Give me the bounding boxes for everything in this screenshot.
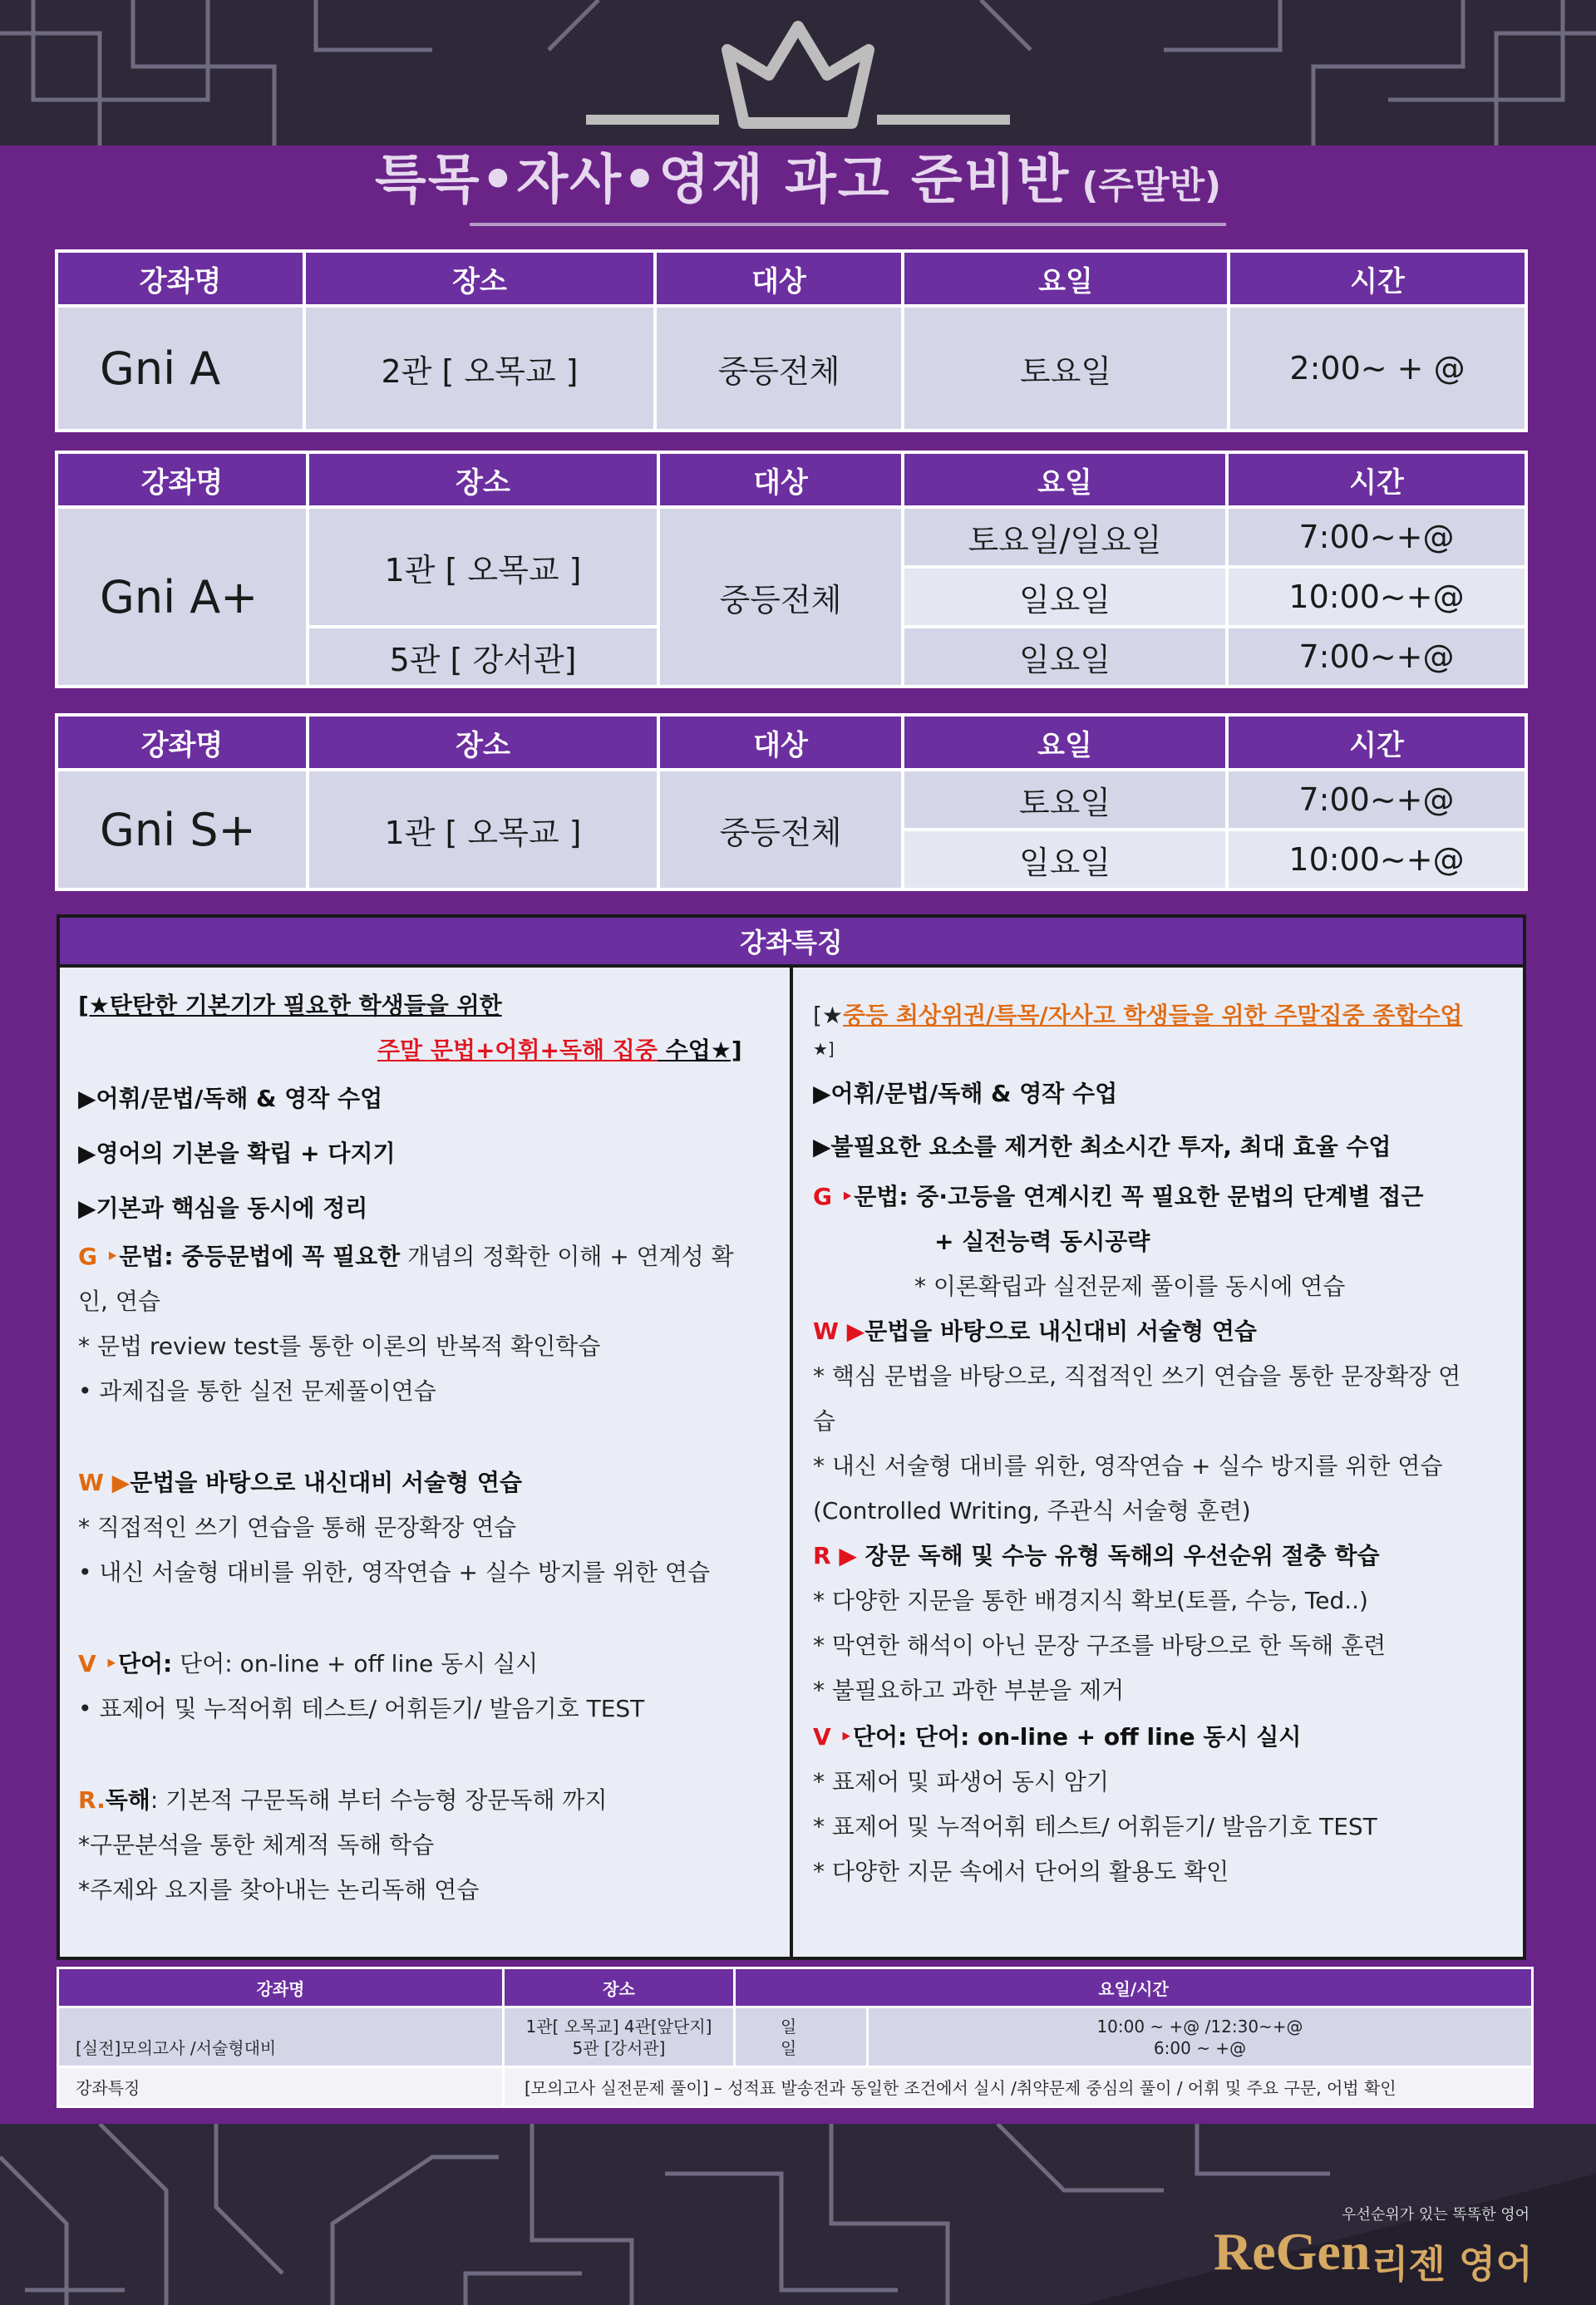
header-time: 시간: [1229, 251, 1526, 306]
left-vocab-line: V ‣단어: 단어: on-line + off line 동시 실시: [78, 1650, 539, 1677]
course-name: Gni S+: [57, 770, 308, 889]
header-time: 시간: [1227, 715, 1526, 770]
header-course: 강좌명: [57, 251, 304, 306]
header-day: 요일: [903, 251, 1229, 306]
right-writing-note-2: * 내신 서술형 대비를 위한, 영작연습 + 실수 방지를 위한 연습: [813, 1452, 1443, 1480]
time-cell: 10:00~+@: [1227, 830, 1526, 889]
right-intro-line: [★중등 최상위권/특목/자사고 학생들을 위한 주말집중 종합수업: [813, 1002, 1463, 1029]
mock-time-cell: [868, 2007, 1533, 2067]
left-intro-line2: 주말 문법+어휘+독해 집중 수업★]: [377, 1037, 742, 1064]
header-course: 강좌명: [57, 452, 308, 507]
right-vocab-note-3: * 다양한 지문 속에서 단어의 활용도 확인: [813, 1858, 1229, 1885]
mock-time-1: 10:00 ~ +@ /12:30~+@: [1096, 2016, 1303, 2037]
left-vocab-note-1: • 표제어 및 누적어휘 테스트/ 어휘듣기/ 발음기호 TEST: [78, 1695, 645, 1722]
left-reading-note-2: *주제와 요지를 찾아내는 논리독해 연습: [78, 1876, 480, 1904]
logo-korean: 리젠 영어: [1372, 2242, 1533, 2287]
crown-icon: [582, 17, 1014, 133]
header-place: 장소: [308, 452, 658, 507]
right-vocab-note-1: * 표제어 및 파생어 동시 암기: [813, 1768, 1110, 1795]
mock-header-course: 강좌명: [58, 1968, 504, 2007]
header-background: [0, 0, 1596, 145]
right-writing-note-1: * 핵심 문법을 바탕으로, 직접적인 쓰기 연습을 통한 문장확장 연: [813, 1362, 1461, 1390]
header-target: 대상: [655, 251, 903, 306]
mock-day-1: 일: [781, 2016, 797, 2037]
target-cell: 중등전체: [655, 306, 903, 431]
day-cell: 일요일: [903, 830, 1227, 889]
right-writing-line: W ▶문법을 바탕으로 내신대비 서술형 연습: [813, 1317, 1257, 1345]
mock-place-1: 1관[ 오목교] 4관[앞단지]: [525, 2016, 712, 2037]
title-sub: (주말반): [1081, 165, 1222, 207]
time-cell: 7:00~+@: [1227, 770, 1526, 830]
mock-header-place: 장소: [504, 1968, 735, 2007]
schedule-table-gni-a: [55, 249, 1528, 432]
right-reading-note-2: * 막연한 해석이 아닌 문장 구조를 바탕으로 한 독해 훈련: [813, 1632, 1387, 1659]
brand-logo: [1205, 2203, 1554, 2294]
place-cell: 1관 [ 오목교 ]: [308, 507, 658, 627]
schedule-table-gni-a-plus: [55, 451, 1528, 688]
right-reading-note-1: * 다양한 지문을 통한 배경지식 확보(토플, 수능, Ted..): [813, 1587, 1368, 1614]
left-grammar-note-1: * 문법 review test를 통한 이론의 반복적 확인학습: [78, 1332, 601, 1360]
day-cell: 일요일: [903, 567, 1227, 627]
header-target: 대상: [658, 452, 903, 507]
header-target: 대상: [658, 715, 903, 770]
mock-day-2: 일: [781, 2037, 797, 2058]
left-reading-note-1: *구문분석을 통한 체계적 독해 학습: [78, 1831, 435, 1859]
mock-time-2: 6:00 ~ +@: [1153, 2037, 1247, 2058]
left-grammar-cont: 인, 연습: [78, 1288, 160, 1315]
left-bullet-2: ▶영어의 기본을 확립 + 다지기: [78, 1140, 396, 1167]
right-bullet-1: ▶어휘/문법/독해 & 영작 수업: [813, 1080, 1118, 1107]
logo-brand: ReGen: [1214, 2222, 1371, 2281]
header-time: 시간: [1227, 452, 1526, 507]
right-reading-line: R ▶ 장문 독해 및 수능 유형 독해의 우선순위 절충 학습: [813, 1542, 1380, 1569]
mock-course-name: [실전]모의고사 /서술형대비: [58, 2007, 504, 2067]
mock-header-time: 요일/시간: [735, 1968, 1533, 2007]
day-cell: 토요일/일요일: [903, 507, 1227, 567]
right-reading-note-3: * 불필요하고 과한 부분을 제거: [813, 1677, 1125, 1704]
left-reading-line: R.독해: 기본적 구문독해 부터 수능형 장문독해 까지: [78, 1786, 608, 1814]
footer-background: [0, 2124, 1596, 2305]
time-cell: 7:00~+@: [1227, 507, 1526, 567]
left-writing-note-1: * 직접적인 쓰기 연습을 통해 문장확장 연습: [78, 1514, 517, 1541]
time-cell: 10:00~+@: [1227, 567, 1526, 627]
right-grammar-note-1: * 이론확립과 실전문제 풀이를 동시에 연습: [914, 1273, 1346, 1300]
left-grammar-line: G ‣문법: 중등문법에 꼭 필요한 개념의 정확한 이해 + 연계성 확: [78, 1243, 734, 1270]
place-cell: 1관 [ 오목교 ]: [308, 770, 658, 889]
header-day: 요일: [903, 452, 1227, 507]
mock-feature-text: [모의고사 실전문제 풀이] – 성적표 발송전과 동일한 조건에서 실시 /취약문제 중심의 풀이 / 어휘 및 주요 구문, 어법 확인: [504, 2067, 1533, 2107]
mock-day-cell: [735, 2007, 868, 2067]
right-grammar-line: G ‣문법: 중·고등을 연계시킨 꼭 필요한 문법의 단계별 접근: [813, 1183, 1424, 1210]
left-writing-line: W ▶문법을 바탕으로 내신대비 서술형 연습: [78, 1469, 522, 1496]
right-vocab-note-2: * 표제어 및 누적어휘 테스트/ 어휘듣기/ 발음기호 TEST: [813, 1813, 1377, 1840]
features-divider: [790, 968, 793, 1960]
course-name: Gni A+: [57, 507, 308, 687]
place-cell: 2관 [ 오목교 ]: [304, 306, 655, 431]
page-title: [0, 137, 1596, 212]
schedule-table-gni-s-plus: [55, 713, 1528, 891]
day-cell: 일요일: [903, 627, 1227, 687]
left-intro-line1: [★탄탄한 기본기가 필요한 학생들을 위한: [78, 992, 502, 1019]
course-name: Gni A: [57, 306, 304, 431]
title-underline: [470, 223, 1226, 226]
right-vocab-line: V ‣단어: 단어: on-line + off line 동시 실시: [813, 1723, 1302, 1751]
right-grammar-line2: + 실전능력 동시공략: [934, 1228, 1150, 1255]
target-cell: 중등전체: [658, 507, 903, 687]
logo-tagline: 우선순위가 있는 똑똑한 영어: [1342, 2206, 1530, 2224]
header-course: 강좌명: [57, 715, 308, 770]
place-cell: 5관 [ 강서관]: [308, 627, 658, 687]
mock-feature-label: 강좌특징: [58, 2067, 504, 2107]
header-place: 장소: [308, 715, 658, 770]
mock-exam-table: [57, 1967, 1534, 2108]
left-writing-note-2: • 내신 서술형 대비를 위한, 영작연습 + 실수 방지를 위한 연습: [78, 1559, 710, 1586]
mock-place-2: 5관 [강서관]: [572, 2037, 666, 2058]
time-cell: 2:00~ + @: [1229, 306, 1526, 431]
target-cell: 중등전체: [658, 770, 903, 889]
header-place: 장소: [304, 251, 655, 306]
title-main: 특목•자사•영재 과고 준비반: [374, 150, 1071, 211]
header-day: 요일: [903, 715, 1227, 770]
day-cell: 토요일: [903, 306, 1229, 431]
day-cell: 토요일: [903, 770, 1227, 830]
time-cell: 7:00~+@: [1227, 627, 1526, 687]
left-bullet-3: ▶기본과 핵심을 동시에 정리: [78, 1194, 368, 1222]
left-bullet-1: ▶어휘/문법/독해 & 영작 수업: [78, 1085, 383, 1112]
right-intro-end: ★]: [813, 1039, 835, 1059]
right-writing-note-3: (Controlled Writing, 주관식 서술형 훈련): [813, 1497, 1251, 1524]
features-heading: 강좌특징: [60, 918, 1523, 968]
mock-place-cell: [504, 2007, 735, 2067]
right-bullet-2: ▶불필요한 요소를 제거한 최소시간 투자, 최대 효율 수업: [813, 1133, 1392, 1160]
left-grammar-note-2: • 과제집을 통한 실전 문제풀이연습: [78, 1377, 436, 1405]
right-writing-note-1b: 습: [813, 1407, 836, 1435]
